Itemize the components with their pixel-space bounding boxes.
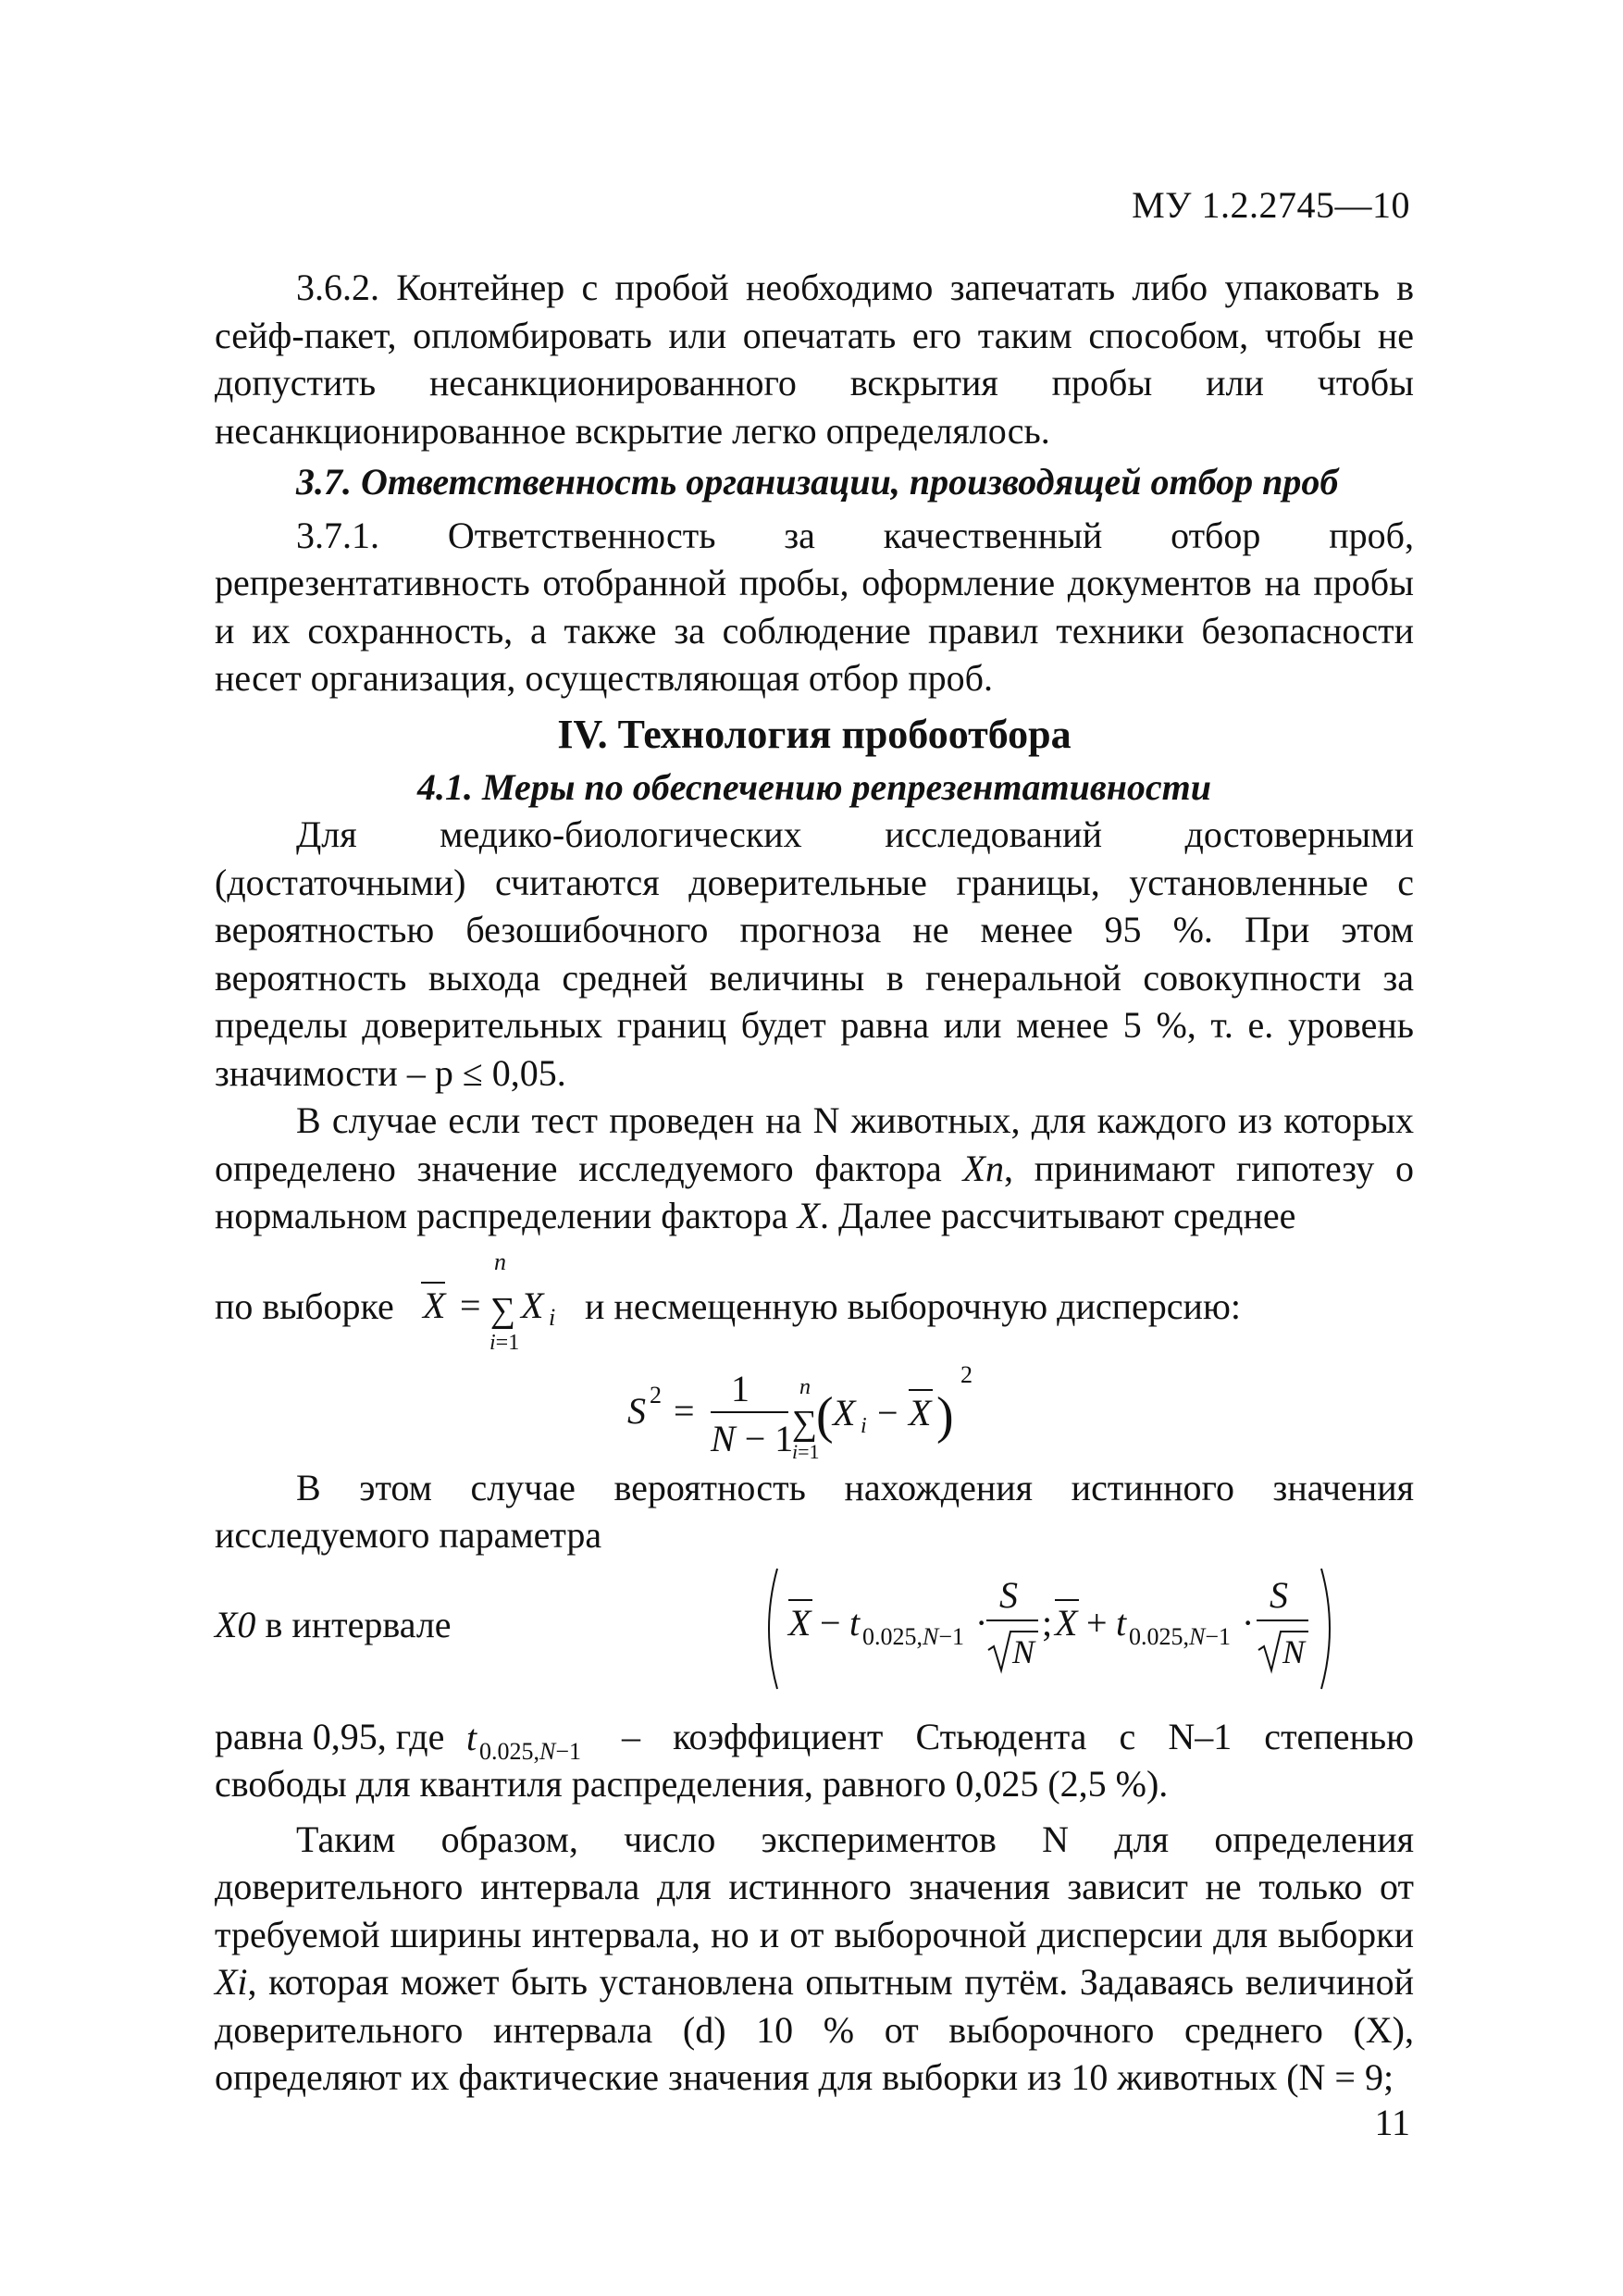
student-t-symbol [466, 1713, 624, 1769]
paragraph-3-7-1: 3.7.1. Ответственность за качественный отбор проб, репрезентативность отобранной пробы, оформление документов на пробы и их сохранность, а также за соблюдение правил техники безопасности несет организация, осуществляющая отбор проб. [215, 514, 1414, 699]
svg-text:S: S [999, 1573, 1018, 1616]
svg-text:−: − [820, 1601, 841, 1644]
paragraph-sample-size [215, 1816, 1414, 2102]
svg-text:S: S [627, 1389, 646, 1432]
variance-intro: и несмещенную выборочную дисперсию: [585, 1285, 1241, 1327]
paragraph-confidence: Для медико-биологических исследований достоверными (достаточными) считаются доверительные границы, установленные с вероятностью безошибочного прогноза не менее 95 %. При этом вероятность выхода средней величины в генеральной совокупности за пределы доверительных границ будет равна или менее 5 %, т. е. уровень значимости – p ≤ 0,05. [215, 813, 1414, 1094]
var-x: X [797, 1195, 821, 1236]
mean-label: по выборке [215, 1285, 394, 1327]
svg-text:N: N [1012, 1632, 1035, 1670]
paragraph-hypothesis [215, 1097, 1414, 1240]
paragraph-student: – коэффициент Стьюдента с N–1 степенью свободы для квантиля распределения, равного 0,025 (2,5 %). [215, 1715, 1414, 1805]
text-run: . Далее рассчитывают среднее [820, 1195, 1296, 1236]
svg-text:t: t [849, 1601, 861, 1644]
text-run: , принимают гипотезу о нормальном распределении фактора [215, 1147, 1414, 1236]
interval-label [215, 1601, 452, 1649]
variance-formula-line [215, 1355, 1414, 1464]
svg-text:i: i [549, 1303, 556, 1331]
svg-text:N: N [1282, 1632, 1306, 1670]
svg-text:(: ( [816, 1386, 834, 1445]
var-xn: Xn [962, 1147, 1004, 1189]
variance-formula [627, 1355, 1016, 1464]
svg-text:X: X [521, 1284, 544, 1326]
subheading-3-7: 3.7. Ответственность организации, производящей отбор проб [296, 461, 1339, 503]
mean-formula [404, 1246, 589, 1355]
svg-text:n: n [494, 1247, 506, 1275]
coef-intro: равна 0,95, где [215, 1715, 445, 1757]
svg-text:i: i [861, 1413, 867, 1438]
svg-text:X: X [1055, 1601, 1078, 1644]
svg-text:i=1: i=1 [792, 1439, 820, 1463]
text-run: В случае если тест проведен на N животных, для каждого из которых определено значение исследуемого фактора [215, 1099, 1414, 1189]
text-run: , которая может быть установлена опытным путём. Задаваясь величиной доверительного интервала (d) 10 % от выборочного среднего (X), определяют их фактические значения для выборки из 10 животных (N = 9; [215, 1961, 1414, 2098]
svg-text:−: − [877, 1391, 898, 1433]
svg-text:=: = [674, 1389, 695, 1432]
svg-text:X: X [788, 1601, 812, 1644]
svg-text:2: 2 [960, 1360, 973, 1388]
svg-text:i=1: i=1 [489, 1330, 520, 1355]
interval-line [215, 1559, 1414, 1698]
svg-text:·: · [1242, 1601, 1255, 1644]
svg-text:;: ; [1042, 1601, 1053, 1644]
svg-text:+: + [1086, 1601, 1108, 1644]
svg-text:2: 2 [650, 1381, 662, 1409]
interval-formula [761, 1559, 1408, 1698]
svg-text:S: S [1270, 1573, 1288, 1616]
subheading-4-1: 4.1. Меры по обеспечению репрезентативности [416, 765, 1212, 808]
svg-text:·: · [975, 1601, 988, 1644]
document-code: МУ 1.2.2745—10 [1132, 184, 1410, 226]
svg-text:t: t [466, 1716, 477, 1758]
svg-text:1: 1 [731, 1367, 750, 1409]
var-xi: Xi [215, 1961, 248, 2003]
svg-text:=: = [460, 1284, 481, 1326]
svg-text:0.025,N−1: 0.025,N−1 [1129, 1622, 1232, 1650]
svg-text:X: X [423, 1284, 446, 1326]
svg-text:): ) [936, 1386, 954, 1445]
svg-text:X: X [909, 1391, 932, 1433]
document-body [215, 264, 1414, 2102]
mean-formula-line [215, 1246, 1414, 1355]
page-number: 11 [1374, 2102, 1410, 2143]
svg-text:N − 1: N − 1 [711, 1417, 794, 1459]
text-run: Таким образом, число экспериментов N для определения доверительного интервала для истинного значения зависит не только от требуемой ширины интервала, но и от выборочной дисперсии для выборки [215, 1818, 1414, 1955]
interval-label-x0 [215, 1604, 255, 1645]
paragraph-3-6-2: 3.6.2. Контейнер с пробой необходимо запечатать либо упаковать в сейф-пакет, опломбировать или опечатать его таким способом, чтобы не допустить несанкционированного вскрытия пробы или чтобы несанкционированное вскрытие легко определялось. [215, 267, 1414, 452]
svg-text:∑: ∑ [490, 1290, 516, 1330]
svg-text:0.025,N−1: 0.025,N−1 [862, 1622, 965, 1650]
chapter-heading-4: IV. Технология пробоотбора [557, 711, 1072, 757]
student-coefficient-line [215, 1713, 1414, 1765]
var-x0: X0 [215, 1603, 256, 1645]
paragraph-probability: В этом случае вероятность нахождения истинного значения исследуемого параметра [215, 1466, 1414, 1556]
svg-text:n: n [799, 1374, 811, 1399]
svg-text:t: t [1116, 1601, 1127, 1644]
svg-text:0.025,N−1: 0.025,N−1 [479, 1737, 582, 1765]
svg-text:X: X [833, 1391, 856, 1433]
text-run: в интервале [265, 1603, 452, 1645]
svg-text:∑: ∑ [792, 1403, 818, 1443]
